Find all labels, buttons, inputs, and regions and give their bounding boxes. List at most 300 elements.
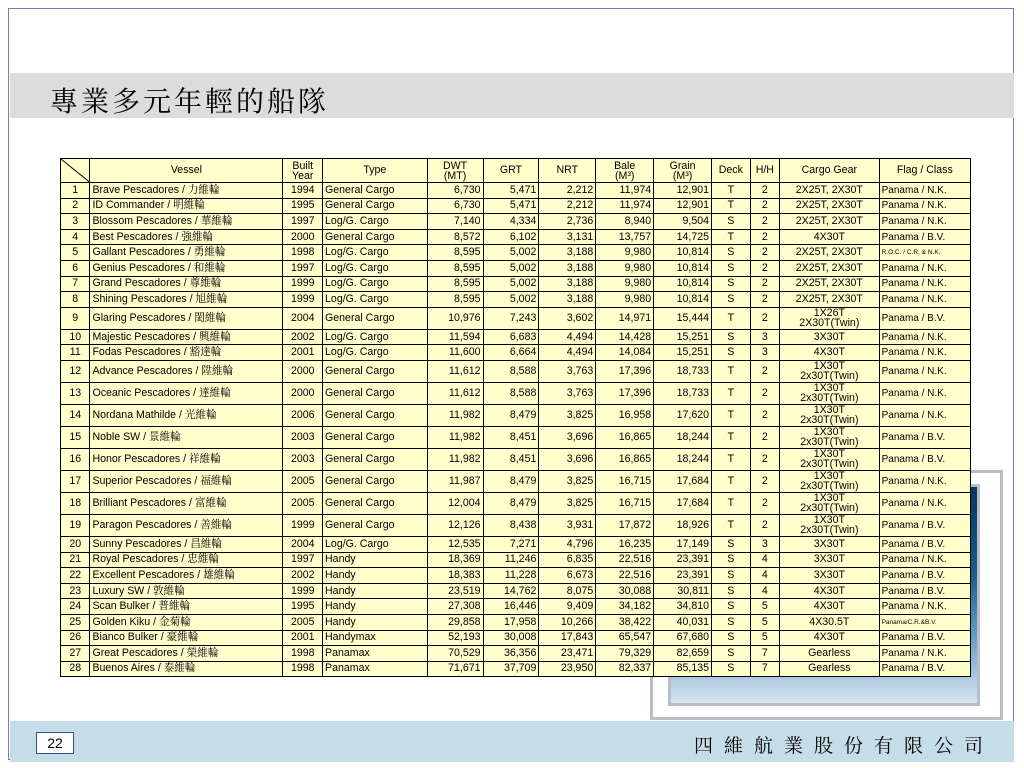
cargo-gear-line: 2X25T, 2X30T bbox=[795, 183, 863, 196]
built-year-cell: 2000 bbox=[283, 382, 323, 404]
built-year-cell: 1999 bbox=[283, 292, 323, 308]
deck-value-cell: S bbox=[712, 614, 751, 630]
row-number-cell: 2 bbox=[61, 198, 90, 214]
table-row bbox=[61, 536, 971, 552]
cargo-gear-cell bbox=[780, 345, 880, 361]
deck-value-cell: T bbox=[712, 514, 751, 536]
nrt-value-cell: 2,212 bbox=[539, 198, 596, 214]
hh-value-cell: 4 bbox=[750, 552, 779, 568]
table-row bbox=[61, 329, 971, 345]
header-hh: H/H bbox=[750, 159, 779, 183]
row-number-cell: 18 bbox=[61, 492, 90, 514]
dwt-value-cell: 12,126 bbox=[427, 514, 483, 536]
cargo-gear-line: 2X25T, 2X30T bbox=[795, 292, 863, 305]
deck-value-cell: S bbox=[712, 583, 751, 599]
nrt-value-cell: 17,843 bbox=[539, 630, 596, 646]
cargo-gear-cell bbox=[780, 214, 880, 230]
vessel-type-cell: General Cargo bbox=[323, 492, 428, 514]
row-number-cell: 6 bbox=[61, 260, 90, 276]
deck-value-cell: T bbox=[712, 229, 751, 245]
vessel-name-cell: Shining Pescadores / 旭維輪 bbox=[90, 292, 283, 308]
cargo-gear-cell bbox=[780, 661, 880, 677]
header-row bbox=[61, 159, 971, 183]
row-number-cell: 19 bbox=[61, 514, 90, 536]
table-row bbox=[61, 183, 971, 199]
grt-value-cell: 37,709 bbox=[483, 661, 539, 677]
nrt-value-cell: 8,075 bbox=[539, 583, 596, 599]
grain-value-cell: 23,391 bbox=[654, 552, 712, 568]
row-number-cell: 10 bbox=[61, 329, 90, 345]
vessel-type-cell: Handy bbox=[323, 614, 428, 630]
header-bale-line1: Bale bbox=[614, 159, 636, 172]
grt-value-cell: 17,958 bbox=[483, 614, 539, 630]
vessel-type-cell: Handy bbox=[323, 599, 428, 615]
cargo-gear-line: 1X26T bbox=[813, 307, 845, 320]
grt-value-cell: 14,762 bbox=[483, 583, 539, 599]
grain-value-cell: 10,814 bbox=[654, 245, 712, 261]
grain-value-cell: 34,810 bbox=[654, 599, 712, 615]
grain-value-cell: 10,814 bbox=[654, 292, 712, 308]
bale-value-cell: 11,974 bbox=[596, 198, 654, 214]
built-year-cell: 2000 bbox=[283, 360, 323, 382]
deck-value-cell: S bbox=[712, 552, 751, 568]
cargo-gear-cell bbox=[780, 646, 880, 662]
grt-value-cell: 16,446 bbox=[483, 599, 539, 615]
dwt-value-cell: 8,595 bbox=[427, 276, 483, 292]
grain-value-cell: 18,733 bbox=[654, 382, 712, 404]
header-built-line2: Year bbox=[292, 169, 314, 182]
grt-value-cell: 8,588 bbox=[483, 382, 539, 404]
hh-value-cell: 2 bbox=[750, 448, 779, 470]
built-year-cell: 1998 bbox=[283, 245, 323, 261]
bale-value-cell: 16,958 bbox=[596, 404, 654, 426]
vessel-type-cell: Panamax bbox=[323, 646, 428, 662]
table-row bbox=[61, 448, 971, 470]
bale-value-cell: 22,516 bbox=[596, 552, 654, 568]
grt-value-cell: 5,002 bbox=[483, 245, 539, 261]
vessel-name-cell: Honor Pescadores / 祥維輪 bbox=[90, 448, 283, 470]
grt-value-cell: 8,479 bbox=[483, 492, 539, 514]
grain-value-cell: 30,811 bbox=[654, 583, 712, 599]
dwt-value-cell: 52,193 bbox=[427, 630, 483, 646]
vessel-type-cell: Panamax bbox=[323, 661, 428, 677]
built-year-cell: 2002 bbox=[283, 329, 323, 345]
nrt-value-cell: 23,471 bbox=[539, 646, 596, 662]
deck-value-cell: T bbox=[712, 183, 751, 199]
grt-value-cell: 8,588 bbox=[483, 360, 539, 382]
flag-class-cell: Panama / N.K. bbox=[879, 198, 970, 214]
table-row bbox=[61, 276, 971, 292]
cargo-gear-line: 2x30T(Twin) bbox=[800, 458, 859, 471]
vessel-name-cell: Brilliant Pescadores / 富維輪 bbox=[90, 492, 283, 514]
cargo-gear-cell bbox=[780, 614, 880, 630]
deck-value-cell: S bbox=[712, 536, 751, 552]
flag-class-cell: Panama / B.V. bbox=[879, 661, 970, 677]
header-deck: Deck bbox=[712, 159, 751, 183]
row-number-cell: 14 bbox=[61, 404, 90, 426]
row-number-cell: 1 bbox=[61, 183, 90, 199]
hh-value-cell: 2 bbox=[750, 514, 779, 536]
cargo-gear-cell bbox=[780, 630, 880, 646]
grain-value-cell: 17,684 bbox=[654, 492, 712, 514]
vessel-type-cell: General Cargo bbox=[323, 360, 428, 382]
nrt-value-cell: 9,409 bbox=[539, 599, 596, 615]
cargo-gear-line: 2x30T(Twin) bbox=[800, 370, 859, 383]
cargo-gear-line: 1X30T bbox=[813, 492, 845, 505]
flag-class-cell: Panama / N.K. bbox=[879, 404, 970, 426]
row-number-cell: 23 bbox=[61, 583, 90, 599]
grt-value-cell: 6,664 bbox=[483, 345, 539, 361]
nrt-value-cell: 3,188 bbox=[539, 260, 596, 276]
cargo-gear-cell bbox=[780, 292, 880, 308]
cargo-gear-line: 1X30T bbox=[813, 426, 845, 439]
table-row bbox=[61, 426, 971, 448]
nrt-value-cell: 3,825 bbox=[539, 470, 596, 492]
bale-value-cell: 9,980 bbox=[596, 260, 654, 276]
built-year-cell: 2002 bbox=[283, 568, 323, 584]
vessel-name-cell: Paragon Pescadores / 善維輪 bbox=[90, 514, 283, 536]
header-nrt: NRT bbox=[539, 159, 596, 183]
hh-value-cell: 2 bbox=[750, 360, 779, 382]
hh-value-cell: 2 bbox=[750, 229, 779, 245]
deck-value-cell: T bbox=[712, 492, 751, 514]
bale-value-cell: 11,974 bbox=[596, 183, 654, 199]
cargo-gear-line: 1X30T bbox=[813, 360, 845, 373]
vessel-name-cell: Buenos Aires / 泰維輪 bbox=[90, 661, 283, 677]
built-year-cell: 1999 bbox=[283, 514, 323, 536]
vessel-name-cell: Oceanic Pescadores / 達維輪 bbox=[90, 382, 283, 404]
nrt-value-cell: 2,212 bbox=[539, 183, 596, 199]
flag-class-cell: Panama / B.V. bbox=[879, 307, 970, 329]
dwt-value-cell: 18,383 bbox=[427, 568, 483, 584]
cargo-gear-line: 4X30T bbox=[813, 230, 845, 243]
deck-value-cell: T bbox=[712, 382, 751, 404]
vessel-type-cell: Log/G. Cargo bbox=[323, 345, 428, 361]
vessel-name-cell: Grand Pescadores / 尊維輪 bbox=[90, 276, 283, 292]
flag-class-cell: Panama/C.R.&B.V. bbox=[879, 614, 970, 630]
vessel-name-cell: Fodas Pescadores / 豁達輪 bbox=[90, 345, 283, 361]
grain-value-cell: 18,244 bbox=[654, 426, 712, 448]
grt-value-cell: 5,471 bbox=[483, 198, 539, 214]
deck-value-cell: S bbox=[712, 646, 751, 662]
header-grt: GRT bbox=[483, 159, 539, 183]
header-vessel: Vessel bbox=[90, 159, 283, 183]
built-year-cell: 1995 bbox=[283, 599, 323, 615]
dwt-value-cell: 11,982 bbox=[427, 426, 483, 448]
nrt-value-cell: 3,188 bbox=[539, 276, 596, 292]
grain-value-cell: 10,814 bbox=[654, 276, 712, 292]
cargo-gear-line: 2X25T, 2X30T bbox=[795, 199, 863, 212]
cargo-gear-cell bbox=[780, 536, 880, 552]
dwt-value-cell: 11,612 bbox=[427, 382, 483, 404]
deck-value-cell: S bbox=[712, 276, 751, 292]
flag-class-cell: Panama / N.K. bbox=[879, 329, 970, 345]
built-year-cell: 2000 bbox=[283, 229, 323, 245]
hh-value-cell: 2 bbox=[750, 404, 779, 426]
hh-value-cell: 4 bbox=[750, 583, 779, 599]
flag-class-cell: Panama / B.V. bbox=[879, 568, 970, 584]
table-row bbox=[61, 614, 971, 630]
dwt-value-cell: 12,535 bbox=[427, 536, 483, 552]
cargo-gear-cell bbox=[780, 583, 880, 599]
cargo-gear-cell bbox=[780, 382, 880, 404]
table-row bbox=[61, 492, 971, 514]
built-year-cell: 2005 bbox=[283, 470, 323, 492]
dwt-value-cell: 11,987 bbox=[427, 470, 483, 492]
hh-value-cell: 2 bbox=[750, 382, 779, 404]
row-number-cell: 15 bbox=[61, 426, 90, 448]
grain-value-cell: 17,684 bbox=[654, 470, 712, 492]
cargo-gear-cell bbox=[780, 260, 880, 276]
cargo-gear-line: 1X30T bbox=[813, 514, 845, 527]
table-row bbox=[61, 661, 971, 677]
header-built-year bbox=[283, 159, 323, 183]
row-number-cell: 5 bbox=[61, 245, 90, 261]
deck-value-cell: S bbox=[712, 345, 751, 361]
cargo-gear-line: 2X25T, 2X30T bbox=[795, 277, 863, 290]
vessel-type-cell: General Cargo bbox=[323, 229, 428, 245]
table-row bbox=[61, 214, 971, 230]
built-year-cell: 1995 bbox=[283, 198, 323, 214]
nrt-value-cell: 3,763 bbox=[539, 360, 596, 382]
cargo-gear-line: 2x30T(Twin) bbox=[800, 524, 859, 537]
table-row bbox=[61, 630, 971, 646]
table-row bbox=[61, 229, 971, 245]
bale-value-cell: 22,516 bbox=[596, 568, 654, 584]
dwt-value-cell: 10,976 bbox=[427, 307, 483, 329]
built-year-cell: 1999 bbox=[283, 276, 323, 292]
flag-class-cell: Panama / N.K. bbox=[879, 382, 970, 404]
cargo-gear-cell bbox=[780, 360, 880, 382]
bale-value-cell: 13,757 bbox=[596, 229, 654, 245]
vessel-type-cell: Handy bbox=[323, 552, 428, 568]
table-row bbox=[61, 568, 971, 584]
deck-value-cell: S bbox=[712, 292, 751, 308]
flag-class-cell: Panama / B.V. bbox=[879, 536, 970, 552]
dwt-value-cell: 8,595 bbox=[427, 260, 483, 276]
header-cargo-gear: Cargo Gear bbox=[780, 159, 880, 183]
header-dwt-line1: DWT bbox=[443, 159, 468, 172]
table-row bbox=[61, 360, 971, 382]
vessel-name-cell: Excellent Pescadores / 雄維輪 bbox=[90, 568, 283, 584]
hh-value-cell: 3 bbox=[750, 345, 779, 361]
bale-value-cell: 14,084 bbox=[596, 345, 654, 361]
row-number-cell: 21 bbox=[61, 552, 90, 568]
cargo-gear-line: 3X30T bbox=[813, 330, 845, 343]
deck-value-cell: S bbox=[712, 630, 751, 646]
hh-value-cell: 2 bbox=[750, 245, 779, 261]
nrt-value-cell: 4,494 bbox=[539, 329, 596, 345]
vessel-type-cell: General Cargo bbox=[323, 514, 428, 536]
cargo-gear-cell bbox=[780, 492, 880, 514]
grain-value-cell: 18,733 bbox=[654, 360, 712, 382]
company-name: 四維航業股份有限公司 bbox=[693, 735, 994, 757]
header-grain-line2: (M³) bbox=[672, 169, 693, 182]
cargo-gear-cell bbox=[780, 552, 880, 568]
cargo-gear-line: 2x30T(Twin) bbox=[800, 480, 859, 493]
vessel-name-cell: Glaring Pescadores / 閎維輪 bbox=[90, 307, 283, 329]
grain-value-cell: 12,901 bbox=[654, 198, 712, 214]
built-year-cell: 2003 bbox=[283, 426, 323, 448]
vessel-type-cell: General Cargo bbox=[323, 307, 428, 329]
row-number-cell: 27 bbox=[61, 646, 90, 662]
cargo-gear-line: 4X30T bbox=[813, 346, 845, 359]
cargo-gear-line: 1X30T bbox=[813, 382, 845, 395]
deck-value-cell: S bbox=[712, 599, 751, 615]
vessel-type-cell: Log/G. Cargo bbox=[323, 536, 428, 552]
dwt-value-cell: 8,595 bbox=[427, 292, 483, 308]
cargo-gear-line: 3X30T bbox=[813, 537, 845, 550]
slide-title: 專業多元年輕的船隊 bbox=[50, 85, 330, 118]
dwt-value-cell: 6,730 bbox=[427, 183, 483, 199]
bale-value-cell: 79,329 bbox=[596, 646, 654, 662]
table-row bbox=[61, 583, 971, 599]
vessel-type-cell: General Cargo bbox=[323, 198, 428, 214]
dwt-value-cell: 18,369 bbox=[427, 552, 483, 568]
table-row bbox=[61, 307, 971, 329]
table-row bbox=[61, 292, 971, 308]
bale-value-cell: 17,396 bbox=[596, 382, 654, 404]
hh-value-cell: 2 bbox=[750, 260, 779, 276]
row-number-cell: 26 bbox=[61, 630, 90, 646]
vessel-type-cell: General Cargo bbox=[323, 448, 428, 470]
grain-value-cell: 15,251 bbox=[654, 329, 712, 345]
row-number-cell: 20 bbox=[61, 536, 90, 552]
cargo-gear-line: 3X30T bbox=[813, 568, 845, 581]
vessel-name-cell: Gallant Pescadores / 勇維輪 bbox=[90, 245, 283, 261]
deck-value-cell: S bbox=[712, 661, 751, 677]
built-year-cell: 1997 bbox=[283, 260, 323, 276]
row-number-cell: 7 bbox=[61, 276, 90, 292]
hh-value-cell: 2 bbox=[750, 276, 779, 292]
cargo-gear-cell bbox=[780, 329, 880, 345]
cargo-gear-line: 4X30.5T bbox=[809, 615, 850, 628]
grain-value-cell: 40,031 bbox=[654, 614, 712, 630]
flag-class-cell: Panama / B.V. bbox=[879, 583, 970, 599]
vessel-name-cell: Genius Pescadores / 和維輪 bbox=[90, 260, 283, 276]
hh-value-cell: 2 bbox=[750, 292, 779, 308]
bale-value-cell: 34,182 bbox=[596, 599, 654, 615]
hh-value-cell: 2 bbox=[750, 307, 779, 329]
hh-value-cell: 2 bbox=[750, 183, 779, 199]
flag-class-cell: Panama / N.K. bbox=[879, 646, 970, 662]
header-dwt bbox=[427, 159, 483, 183]
cargo-gear-line: 3X30T bbox=[813, 553, 845, 566]
row-number-cell: 24 bbox=[61, 599, 90, 615]
dwt-value-cell: 23,519 bbox=[427, 583, 483, 599]
hh-value-cell: 2 bbox=[750, 214, 779, 230]
grain-value-cell: 15,251 bbox=[654, 345, 712, 361]
row-number-cell: 16 bbox=[61, 448, 90, 470]
table-row bbox=[61, 260, 971, 276]
grain-value-cell: 14,725 bbox=[654, 229, 712, 245]
nrt-value-cell: 23,950 bbox=[539, 661, 596, 677]
bale-value-cell: 9,980 bbox=[596, 245, 654, 261]
built-year-cell: 2001 bbox=[283, 345, 323, 361]
cargo-gear-cell bbox=[780, 276, 880, 292]
dwt-value-cell: 7,140 bbox=[427, 214, 483, 230]
grain-value-cell: 18,244 bbox=[654, 448, 712, 470]
vessel-name-cell: Superior Pescadores / 福維輪 bbox=[90, 470, 283, 492]
bale-value-cell: 30,088 bbox=[596, 583, 654, 599]
nrt-value-cell: 3,131 bbox=[539, 229, 596, 245]
grt-value-cell: 36,356 bbox=[483, 646, 539, 662]
corner-header-cell bbox=[61, 159, 90, 183]
vessel-name-cell: Nordana Mathilde / 光維輪 bbox=[90, 404, 283, 426]
built-year-cell: 2004 bbox=[283, 307, 323, 329]
cargo-gear-cell bbox=[780, 568, 880, 584]
cargo-gear-line: 1X30T bbox=[813, 404, 845, 417]
dwt-value-cell: 27,308 bbox=[427, 599, 483, 615]
cargo-gear-cell bbox=[780, 448, 880, 470]
hh-value-cell: 4 bbox=[750, 568, 779, 584]
bale-value-cell: 17,872 bbox=[596, 514, 654, 536]
header-dwt-line2: (MT) bbox=[443, 169, 467, 182]
grt-value-cell: 11,246 bbox=[483, 552, 539, 568]
dwt-value-cell: 11,600 bbox=[427, 345, 483, 361]
cargo-gear-cell bbox=[780, 470, 880, 492]
bale-value-cell: 16,865 bbox=[596, 426, 654, 448]
deck-value-cell: S bbox=[712, 568, 751, 584]
grt-value-cell: 5,002 bbox=[483, 292, 539, 308]
vessel-name-cell: Royal Pescadores / 忠維輪 bbox=[90, 552, 283, 568]
nrt-value-cell: 3,825 bbox=[539, 492, 596, 514]
nrt-value-cell: 3,602 bbox=[539, 307, 596, 329]
vessel-type-cell: Log/G. Cargo bbox=[323, 245, 428, 261]
built-year-cell: 1998 bbox=[283, 646, 323, 662]
vessel-name-cell: Noble SW / 景維輪 bbox=[90, 426, 283, 448]
vessel-name-cell: Luxury SW / 敦維輪 bbox=[90, 583, 283, 599]
nrt-value-cell: 3,188 bbox=[539, 245, 596, 261]
flag-class-cell: Panama / N.K. bbox=[879, 276, 970, 292]
cargo-gear-cell bbox=[780, 426, 880, 448]
bale-value-cell: 14,971 bbox=[596, 307, 654, 329]
row-number-cell: 17 bbox=[61, 470, 90, 492]
header-built-line1: Built bbox=[292, 159, 314, 172]
built-year-cell: 1994 bbox=[283, 183, 323, 199]
cargo-gear-line: 2X25T, 2X30T bbox=[795, 261, 863, 274]
table-row bbox=[61, 646, 971, 662]
flag-class-cell: Panama / N.K. bbox=[879, 345, 970, 361]
nrt-value-cell: 3,188 bbox=[539, 292, 596, 308]
table-row bbox=[61, 470, 971, 492]
row-number-cell: 12 bbox=[61, 360, 90, 382]
grain-value-cell: 17,620 bbox=[654, 404, 712, 426]
deck-value-cell: S bbox=[712, 214, 751, 230]
grain-value-cell: 17,149 bbox=[654, 536, 712, 552]
bale-value-cell: 65,547 bbox=[596, 630, 654, 646]
built-year-cell: 2005 bbox=[283, 614, 323, 630]
bale-value-cell: 8,940 bbox=[596, 214, 654, 230]
nrt-value-cell: 3,931 bbox=[539, 514, 596, 536]
cargo-gear-cell bbox=[780, 599, 880, 615]
grt-value-cell: 5,002 bbox=[483, 276, 539, 292]
hh-value-cell: 5 bbox=[750, 630, 779, 646]
cargo-gear-line: 2x30T(Twin) bbox=[800, 502, 859, 515]
cargo-gear-line: 4X30T bbox=[813, 584, 845, 597]
built-year-cell: 1999 bbox=[283, 583, 323, 599]
bale-value-cell: 82,337 bbox=[596, 661, 654, 677]
deck-value-cell: S bbox=[712, 245, 751, 261]
flag-class-cell: Panama / B.V. bbox=[879, 448, 970, 470]
nrt-value-cell: 6,835 bbox=[539, 552, 596, 568]
dwt-value-cell: 8,595 bbox=[427, 245, 483, 261]
nrt-value-cell: 3,825 bbox=[539, 404, 596, 426]
built-year-cell: 2006 bbox=[283, 404, 323, 426]
nrt-value-cell: 4,796 bbox=[539, 536, 596, 552]
row-number-cell: 8 bbox=[61, 292, 90, 308]
vessel-name-cell: Sunny Pescadores / 昌維輪 bbox=[90, 536, 283, 552]
